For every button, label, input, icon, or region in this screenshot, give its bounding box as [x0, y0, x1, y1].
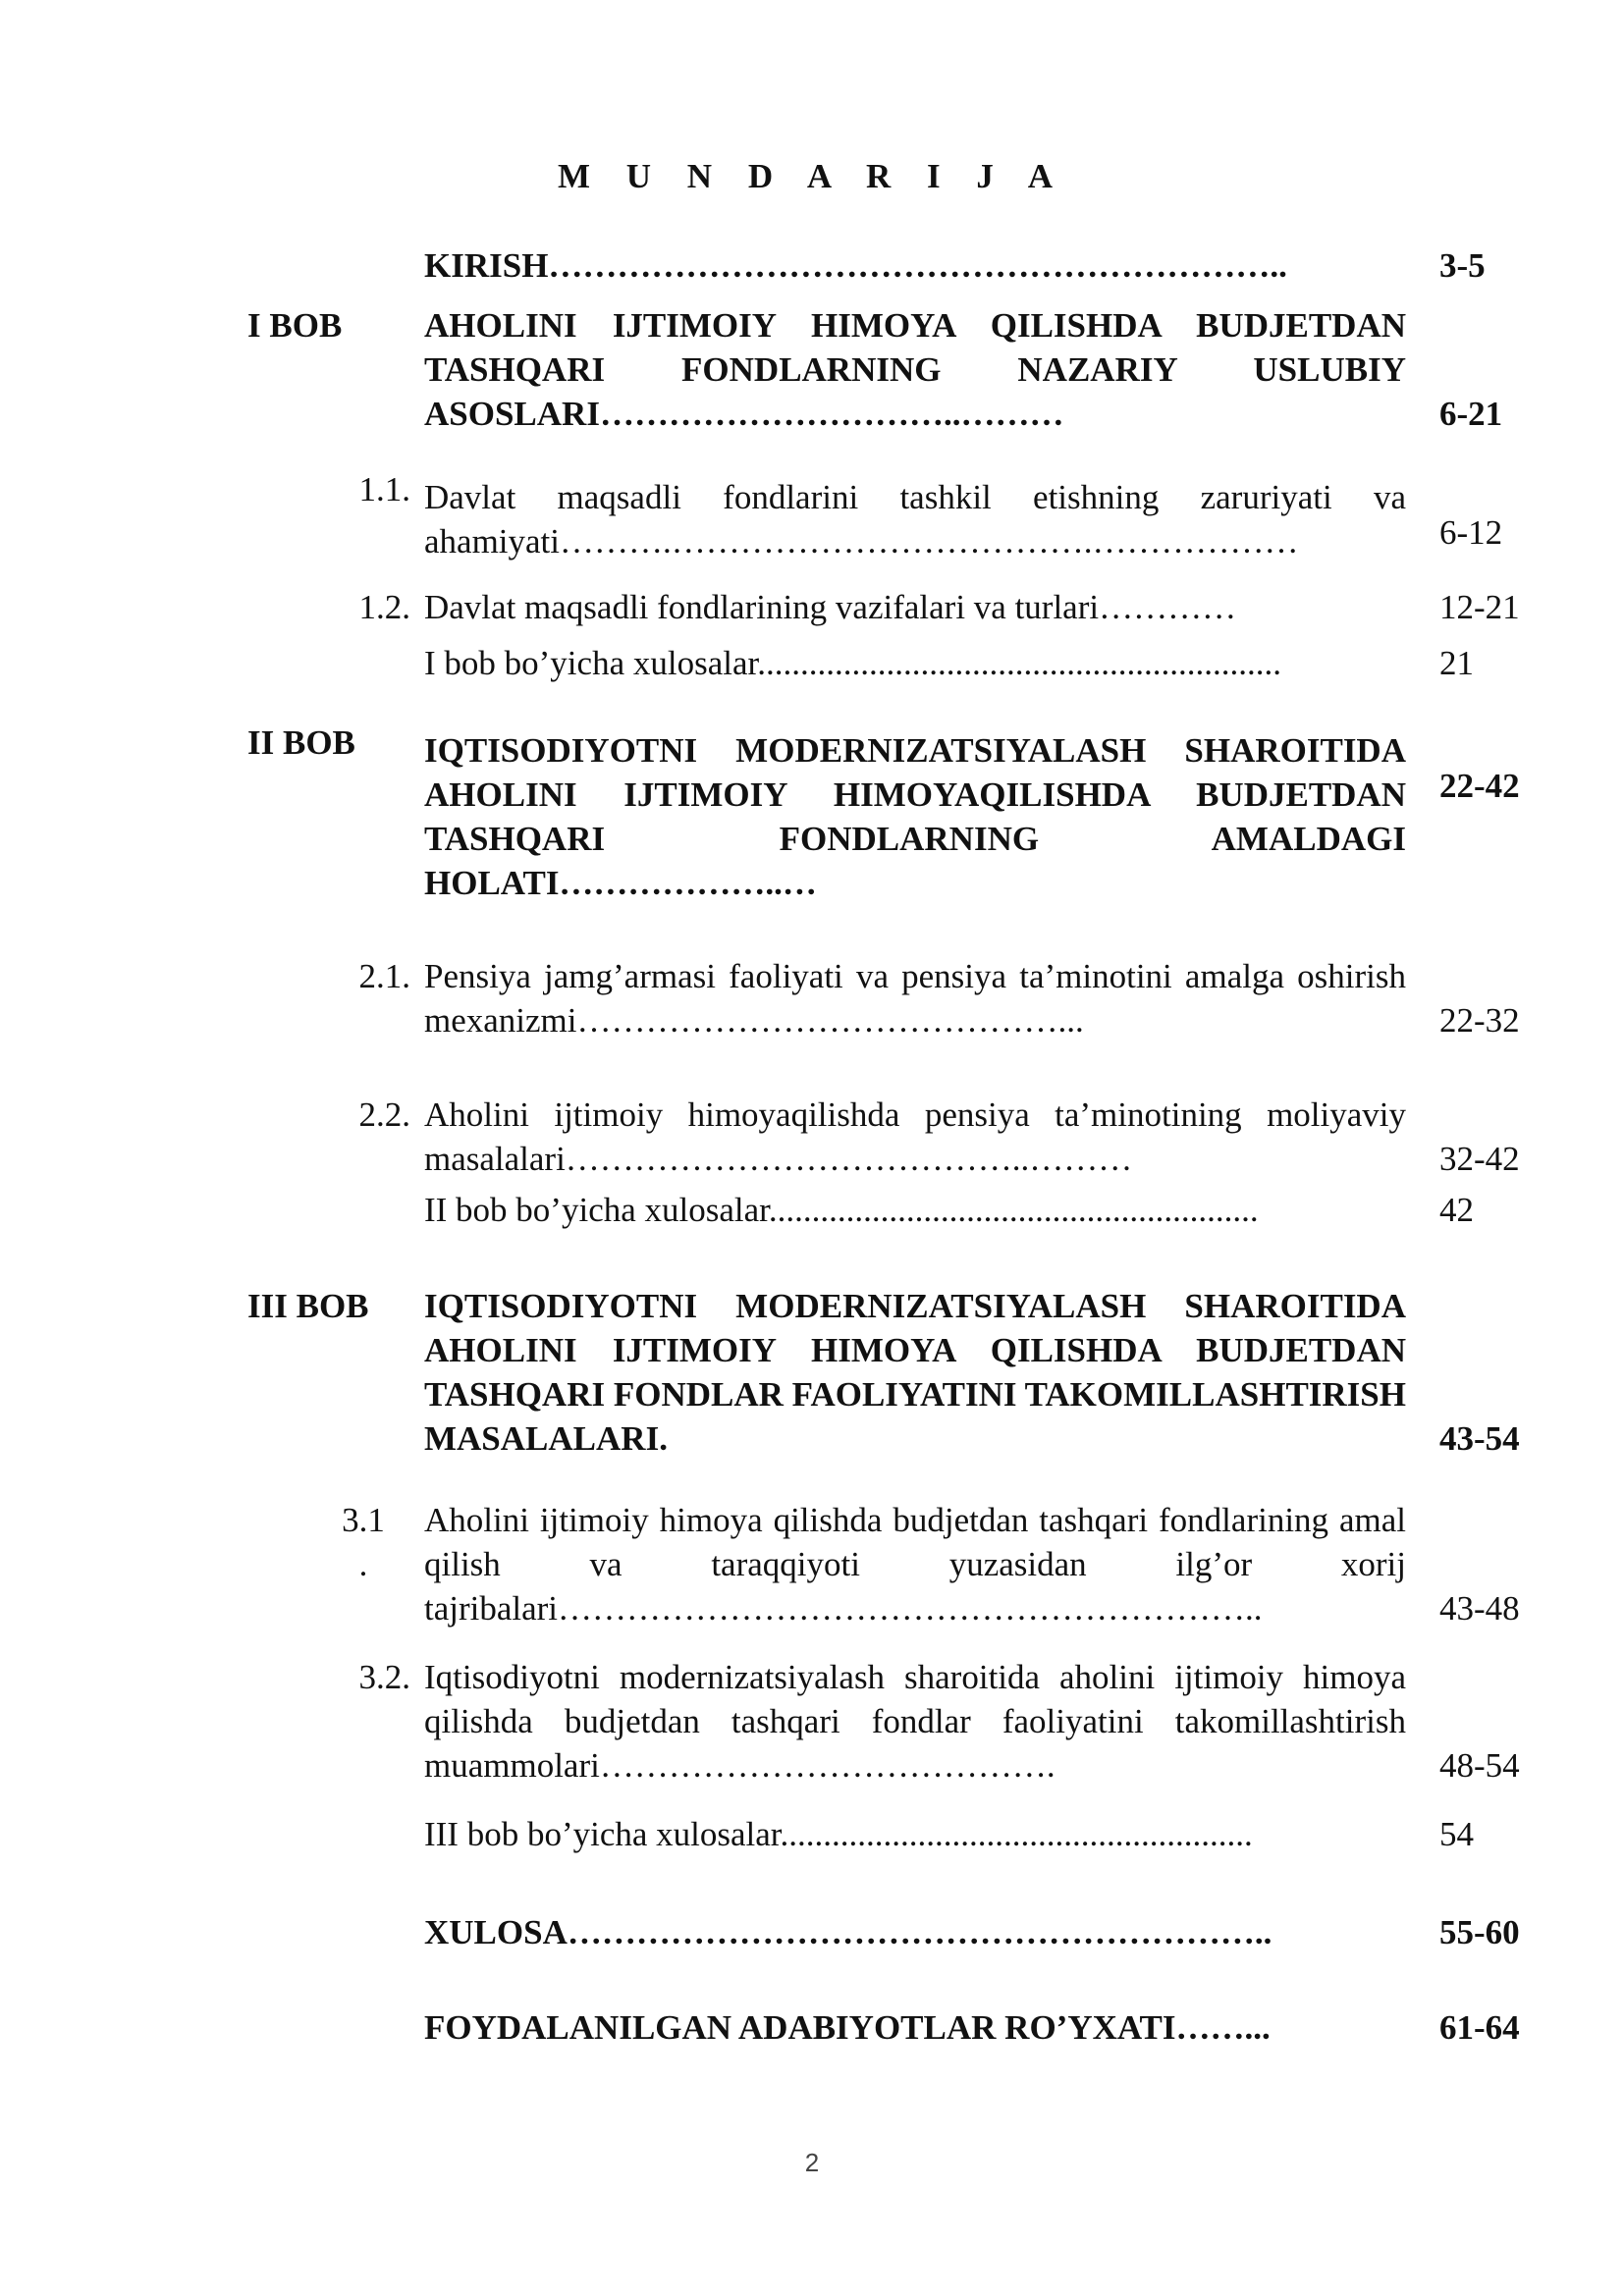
toc-entry-text: FOYDALANILGAN ADABIYOTLAR RO’YXATI……... — [424, 2008, 1271, 2047]
toc-entry-page: 12-21 — [1439, 588, 1520, 626]
toc-entry-page: 43-54 — [1439, 1419, 1520, 1458]
toc-entry-text: AHOLINI IJTIMOIY HIMOYA QILISHDA BUDJETDAN TASHQARI FONDLARNING NAZARIY USLUBIY ASOSLARI…………………………..……… — [424, 306, 1406, 433]
toc-entry-page: 54 — [1439, 1815, 1474, 1853]
toc-entry-text: I bob bo’yicha xulosalar............................................................. — [424, 644, 1281, 682]
toc-entry-text: Davlat maqsadli fondlarini tashkil etishning zaruriyati va ahamiyati……….……………………………….……………… — [424, 478, 1406, 561]
toc-entry-text: III bob bo’yicha xulosalar....................................................... — [424, 1815, 1253, 1853]
toc-entry-text: IQTISODIYOTNI MODERNIZATSIYALASH SHAROITIDA AHOLINI IJTIMOIY HIMOYAQILISHDA BUDJETDAN TASHQARI FONDLARNING AMALDAGI HOLATI………………..… — [424, 731, 1406, 902]
section-number: 3.1 . — [342, 1501, 385, 1583]
chapter-label: II BOB — [247, 723, 355, 762]
toc-entry-page: 3-5 — [1439, 246, 1486, 285]
toc-entry-text: Davlat maqsadli fondlarining vazifalari va turlari………… — [424, 588, 1237, 626]
section-number: 3.2. — [358, 1658, 410, 1696]
toc-entry-text: XULOSA…………………………………………………….. — [424, 1913, 1272, 1951]
chapter-label: III BOB — [247, 1287, 369, 1325]
section-number: 1.2. — [358, 588, 410, 626]
toc-entry-page: 48-54 — [1439, 1746, 1520, 1785]
page-number: 2 — [804, 2148, 820, 2177]
toc-entry-text: IQTISODIYOTNI MODERNIZATSIYALASH SHAROITIDA AHOLINI IJTIMOIY HIMOYA QILISHDA BUDJETDAN TASHQARI FONDLAR FAOLIYATINI TAKOMILLASHTIRISH MASALALARI. — [424, 1287, 1406, 1458]
toc-entry-page: 6-21 — [1439, 395, 1503, 433]
toc-entry-page: 61-64 — [1439, 2008, 1520, 2047]
section-number: 1.1. — [358, 470, 410, 508]
toc-entry-page: 43-48 — [1439, 1589, 1520, 1628]
toc-entry-text: Aholini ijtimoiy himoyaqilishda pensiya ta’minotining moliyaviy masalalari…………………………………..……… — [424, 1095, 1406, 1178]
toc-entry-text: Pensiya jamg’armasi faoliyati va pensiya ta’minotini amalga oshirish mexanizmi……………………………………... — [424, 957, 1406, 1040]
section-number: 2.2. — [358, 1095, 410, 1134]
toc-entry-text: II bob bo’yicha xulosalar......................................................... — [424, 1191, 1259, 1229]
toc-entry-page: 32-42 — [1439, 1140, 1520, 1178]
toc-entry-page: 21 — [1439, 644, 1474, 682]
toc-entry-page: 22-42 — [1439, 767, 1520, 805]
chapter-label: I BOB — [247, 306, 343, 345]
toc-entry-page: 6-12 — [1439, 513, 1503, 552]
toc-entry-text: Aholini ijtimoiy himoya qilishda budjetdan tashqari fondlarining amal qilish va taraqqiyoti yuzasidan ilg’or xorij tajribalari…………………………………………………….. — [424, 1501, 1406, 1628]
toc-entry-page: 55-60 — [1439, 1913, 1520, 1951]
toc-entry-text: Iqtisodiyotni modernizatsiyalash sharoitida aholini ijtimoiy himoya qilishda budjetdan tashqari fondlar faoliyatini takomillashtirish muammolari…………………………………. — [424, 1658, 1406, 1785]
toc-entry-page: 22-32 — [1439, 1001, 1520, 1040]
toc-entry-page: 42 — [1439, 1191, 1474, 1229]
toc-entry-text: KIRISH……………………………………………………….. — [424, 246, 1287, 285]
page-title: M U N D A R I J A — [557, 157, 1067, 195]
section-number: 2.1. — [358, 957, 410, 995]
